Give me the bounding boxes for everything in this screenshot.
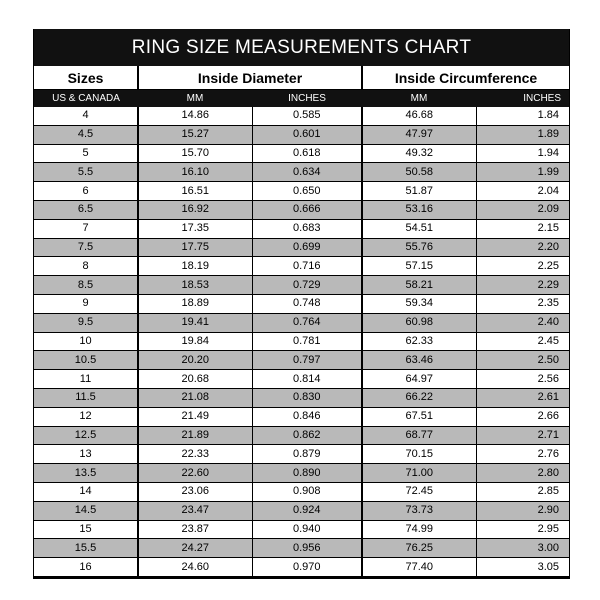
diameter-inches-cell: 0.601 bbox=[252, 125, 362, 144]
circumference-mm-cell: 77.40 bbox=[362, 558, 476, 577]
diameter-mm-cell: 14.86 bbox=[138, 107, 252, 125]
circumference-inches-cell: 1.94 bbox=[476, 144, 569, 163]
size-cell: 15.5 bbox=[34, 539, 138, 558]
size-cell: 12.5 bbox=[34, 426, 138, 445]
table-row bbox=[34, 482, 569, 501]
diameter-mm-cell: 21.08 bbox=[138, 388, 252, 407]
diameter-inches-cell: 0.634 bbox=[252, 163, 362, 182]
circumference-mm-cell: 62.33 bbox=[362, 332, 476, 351]
circumference-mm-cell: 59.34 bbox=[362, 294, 476, 313]
diameter-mm-cell: 23.47 bbox=[138, 501, 252, 520]
table-row bbox=[34, 107, 569, 125]
table-row bbox=[34, 539, 569, 558]
table-row bbox=[34, 294, 569, 313]
diameter-mm-cell: 24.27 bbox=[138, 539, 252, 558]
diameter-mm-cell: 16.92 bbox=[138, 200, 252, 219]
diameter-mm-cell: 16.10 bbox=[138, 163, 252, 182]
ring-size-chart bbox=[33, 29, 570, 579]
diameter-mm-cell: 17.75 bbox=[138, 238, 252, 257]
diameter-mm-cell: 21.49 bbox=[138, 407, 252, 426]
table-row bbox=[34, 238, 569, 257]
diameter-inches-cell: 0.585 bbox=[252, 107, 362, 125]
circumference-inches-cell: 2.71 bbox=[476, 426, 569, 445]
circumference-inches-cell: 2.35 bbox=[476, 294, 569, 313]
circumference-mm-cell: 64.97 bbox=[362, 370, 476, 389]
table-row bbox=[34, 445, 569, 464]
table-row bbox=[34, 501, 569, 520]
size-cell: 12 bbox=[34, 407, 138, 426]
table-row bbox=[34, 426, 569, 445]
circumference-mm-cell: 54.51 bbox=[362, 219, 476, 238]
circumference-mm-cell: 53.16 bbox=[362, 200, 476, 219]
table-row bbox=[34, 219, 569, 238]
diameter-inches-cell: 0.908 bbox=[252, 482, 362, 501]
header-sizes: Sizes bbox=[34, 66, 138, 90]
table-row bbox=[34, 558, 569, 577]
circumference-inches-cell: 3.05 bbox=[476, 558, 569, 577]
table-row bbox=[34, 144, 569, 163]
diameter-inches-cell: 0.862 bbox=[252, 426, 362, 445]
table-row bbox=[34, 276, 569, 295]
table-row bbox=[34, 351, 569, 370]
diameter-inches-cell: 0.879 bbox=[252, 445, 362, 464]
diameter-mm-cell: 18.19 bbox=[138, 257, 252, 276]
circumference-mm-cell: 51.87 bbox=[362, 182, 476, 201]
size-cell: 9.5 bbox=[34, 313, 138, 332]
diameter-inches-cell: 0.729 bbox=[252, 276, 362, 295]
diameter-inches-cell: 0.683 bbox=[252, 219, 362, 238]
diameter-inches-cell: 0.716 bbox=[252, 257, 362, 276]
diameter-mm-cell: 23.06 bbox=[138, 482, 252, 501]
circumference-mm-cell: 72.45 bbox=[362, 482, 476, 501]
table-row bbox=[34, 257, 569, 276]
table-row bbox=[34, 200, 569, 219]
subheader-diameter-mm: MM bbox=[138, 90, 252, 108]
diameter-mm-cell: 21.89 bbox=[138, 426, 252, 445]
diameter-inches-cell: 0.618 bbox=[252, 144, 362, 163]
diameter-mm-cell: 15.27 bbox=[138, 125, 252, 144]
circumference-mm-cell: 70.15 bbox=[362, 445, 476, 464]
diameter-mm-cell: 20.20 bbox=[138, 351, 252, 370]
diameter-inches-cell: 0.781 bbox=[252, 332, 362, 351]
circumference-inches-cell: 1.84 bbox=[476, 107, 569, 125]
circumference-mm-cell: 55.76 bbox=[362, 238, 476, 257]
size-cell: 5.5 bbox=[34, 163, 138, 182]
diameter-inches-cell: 0.764 bbox=[252, 313, 362, 332]
circumference-mm-cell: 74.99 bbox=[362, 520, 476, 539]
circumference-mm-cell: 60.98 bbox=[362, 313, 476, 332]
circumference-inches-cell: 2.29 bbox=[476, 276, 569, 295]
size-cell: 7 bbox=[34, 219, 138, 238]
circumference-inches-cell: 2.45 bbox=[476, 332, 569, 351]
circumference-inches-cell: 2.40 bbox=[476, 313, 569, 332]
diameter-inches-cell: 0.970 bbox=[252, 558, 362, 577]
circumference-inches-cell: 2.61 bbox=[476, 388, 569, 407]
ring-size-table bbox=[34, 66, 569, 577]
size-cell: 8 bbox=[34, 257, 138, 276]
diameter-mm-cell: 15.70 bbox=[138, 144, 252, 163]
circumference-inches-cell: 2.09 bbox=[476, 200, 569, 219]
size-cell: 6.5 bbox=[34, 200, 138, 219]
circumference-mm-cell: 73.73 bbox=[362, 501, 476, 520]
circumference-mm-cell: 67.51 bbox=[362, 407, 476, 426]
table-row bbox=[34, 464, 569, 483]
diameter-inches-cell: 0.814 bbox=[252, 370, 362, 389]
diameter-mm-cell: 22.60 bbox=[138, 464, 252, 483]
size-cell: 13.5 bbox=[34, 464, 138, 483]
size-cell: 4 bbox=[34, 107, 138, 125]
size-cell: 4.5 bbox=[34, 125, 138, 144]
circumference-inches-cell: 2.95 bbox=[476, 520, 569, 539]
diameter-mm-cell: 17.35 bbox=[138, 219, 252, 238]
circumference-mm-cell: 57.15 bbox=[362, 257, 476, 276]
circumference-inches-cell: 2.90 bbox=[476, 501, 569, 520]
size-cell: 5 bbox=[34, 144, 138, 163]
diameter-inches-cell: 0.748 bbox=[252, 294, 362, 313]
diameter-mm-cell: 23.87 bbox=[138, 520, 252, 539]
diameter-inches-cell: 0.797 bbox=[252, 351, 362, 370]
diameter-mm-cell: 24.60 bbox=[138, 558, 252, 577]
diameter-inches-cell: 0.890 bbox=[252, 464, 362, 483]
size-cell: 16 bbox=[34, 558, 138, 577]
size-cell: 7.5 bbox=[34, 238, 138, 257]
diameter-mm-cell: 18.89 bbox=[138, 294, 252, 313]
chart-title: RING SIZE MEASUREMENTS CHART bbox=[34, 29, 569, 66]
diameter-mm-cell: 22.33 bbox=[138, 445, 252, 464]
subheader-diameter-inches: INCHES bbox=[252, 90, 362, 108]
circumference-inches-cell: 2.15 bbox=[476, 219, 569, 238]
size-cell: 14.5 bbox=[34, 501, 138, 520]
table-row bbox=[34, 163, 569, 182]
header-inside-diameter: Inside Diameter bbox=[138, 66, 362, 90]
table-row bbox=[34, 407, 569, 426]
diameter-mm-cell: 18.53 bbox=[138, 276, 252, 295]
table-body bbox=[34, 107, 569, 576]
circumference-inches-cell: 3.00 bbox=[476, 539, 569, 558]
table-row bbox=[34, 182, 569, 201]
circumference-inches-cell: 2.25 bbox=[476, 257, 569, 276]
diameter-inches-cell: 0.846 bbox=[252, 407, 362, 426]
diameter-inches-cell: 0.940 bbox=[252, 520, 362, 539]
table-row bbox=[34, 370, 569, 389]
table-row bbox=[34, 520, 569, 539]
size-cell: 10.5 bbox=[34, 351, 138, 370]
diameter-mm-cell: 19.41 bbox=[138, 313, 252, 332]
circumference-mm-cell: 49.32 bbox=[362, 144, 476, 163]
table-row bbox=[34, 388, 569, 407]
circumference-mm-cell: 66.22 bbox=[362, 388, 476, 407]
circumference-mm-cell: 47.97 bbox=[362, 125, 476, 144]
diameter-mm-cell: 19.84 bbox=[138, 332, 252, 351]
diameter-inches-cell: 0.666 bbox=[252, 200, 362, 219]
circumference-mm-cell: 63.46 bbox=[362, 351, 476, 370]
diameter-inches-cell: 0.830 bbox=[252, 388, 362, 407]
circumference-mm-cell: 68.77 bbox=[362, 426, 476, 445]
circumference-mm-cell: 50.58 bbox=[362, 163, 476, 182]
table-row bbox=[34, 125, 569, 144]
circumference-inches-cell: 2.50 bbox=[476, 351, 569, 370]
size-cell: 14 bbox=[34, 482, 138, 501]
circumference-inches-cell: 2.80 bbox=[476, 464, 569, 483]
table-row bbox=[34, 313, 569, 332]
circumference-inches-cell: 2.66 bbox=[476, 407, 569, 426]
size-cell: 15 bbox=[34, 520, 138, 539]
circumference-mm-cell: 58.21 bbox=[362, 276, 476, 295]
circumference-inches-cell: 1.89 bbox=[476, 125, 569, 144]
size-cell: 9 bbox=[34, 294, 138, 313]
size-cell: 11 bbox=[34, 370, 138, 389]
circumference-mm-cell: 71.00 bbox=[362, 464, 476, 483]
circumference-inches-cell: 2.85 bbox=[476, 482, 569, 501]
header-inside-circumference: Inside Circumference bbox=[362, 66, 569, 90]
subheader-circumference-mm: MM bbox=[362, 90, 476, 108]
size-cell: 6 bbox=[34, 182, 138, 201]
circumference-inches-cell: 2.04 bbox=[476, 182, 569, 201]
subheader-circumference-inches: INCHES bbox=[476, 90, 569, 108]
subheader-us-canada: US & CANADA bbox=[34, 90, 138, 108]
circumference-mm-cell: 46.68 bbox=[362, 107, 476, 125]
table-row bbox=[34, 332, 569, 351]
diameter-inches-cell: 0.956 bbox=[252, 539, 362, 558]
diameter-inches-cell: 0.924 bbox=[252, 501, 362, 520]
diameter-inches-cell: 0.650 bbox=[252, 182, 362, 201]
circumference-mm-cell: 76.25 bbox=[362, 539, 476, 558]
diameter-inches-cell: 0.699 bbox=[252, 238, 362, 257]
diameter-mm-cell: 20.68 bbox=[138, 370, 252, 389]
size-cell: 11.5 bbox=[34, 388, 138, 407]
size-cell: 10 bbox=[34, 332, 138, 351]
circumference-inches-cell: 2.76 bbox=[476, 445, 569, 464]
circumference-inches-cell: 2.56 bbox=[476, 370, 569, 389]
size-cell: 13 bbox=[34, 445, 138, 464]
size-cell: 8.5 bbox=[34, 276, 138, 295]
circumference-inches-cell: 1.99 bbox=[476, 163, 569, 182]
diameter-mm-cell: 16.51 bbox=[138, 182, 252, 201]
circumference-inches-cell: 2.20 bbox=[476, 238, 569, 257]
